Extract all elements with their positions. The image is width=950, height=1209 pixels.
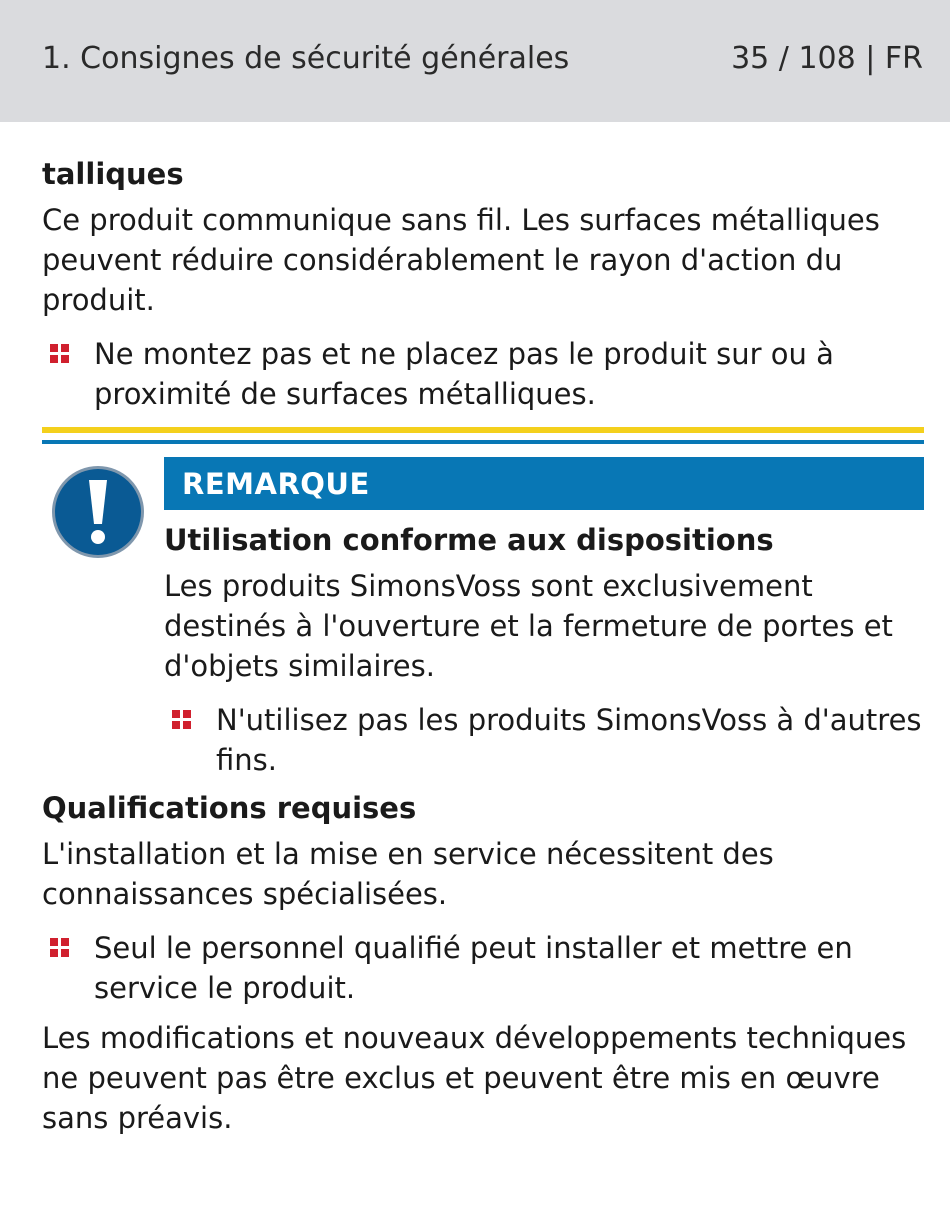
bullet-text: Seul le personnel qualifié peut installer et mettre en service le produit.: [94, 931, 853, 1005]
chapter-title: 1. Consignes de sécurité générales: [42, 41, 570, 76]
section-qualifications: [42, 786, 924, 1138]
red-square-bullet-icon: [172, 710, 192, 730]
exclamation-circle-icon: [50, 464, 146, 560]
red-square-bullet-icon: [50, 938, 70, 958]
section-metal-surfaces: [42, 152, 924, 414]
bullet-text: N'utilisez pas les produits SimonsVoss à d'autres fins.: [216, 703, 922, 777]
page-indicator: 35 / 108 | FR: [731, 41, 923, 76]
blue-divider: [42, 440, 924, 444]
bullet-text: Ne montez pas et ne placez pas le produit sur ou à proximité de surfaces métalliques.: [94, 337, 834, 411]
yellow-divider: [42, 427, 924, 433]
section-paragraph: L'installation et la mise en service nécessitent des connaissances spécialisées.: [42, 837, 774, 911]
section-paragraph: Ce produit communique sans fil. Les surfaces métalliques peuvent réduire considérablement le rayon d'action du produit.: [42, 203, 880, 317]
red-square-bullet-icon: [50, 344, 70, 364]
instruction-bullet: [42, 928, 924, 1008]
section-heading: talliques: [42, 157, 184, 191]
notice-label: REMARQUE: [182, 467, 370, 501]
notice-content: [164, 518, 924, 780]
closing-paragraph: Les modifications et nouveaux développements techniques ne peuvent pas être exclus et peuvent être mis en œuvre sans préavis.: [42, 1021, 907, 1135]
page-header: [0, 0, 950, 122]
notice-bullet: [164, 700, 924, 780]
instruction-bullet: [42, 334, 924, 414]
section-heading: Qualifications requises: [42, 791, 417, 825]
notice-banner: [164, 457, 924, 510]
notice-heading: Utilisation conforme aux dispositions: [164, 523, 774, 557]
notice-paragraph: Les produits SimonsVoss sont exclusivement destinés à l'ouverture et la fermeture de portes et d'objets similaires.: [164, 569, 893, 683]
